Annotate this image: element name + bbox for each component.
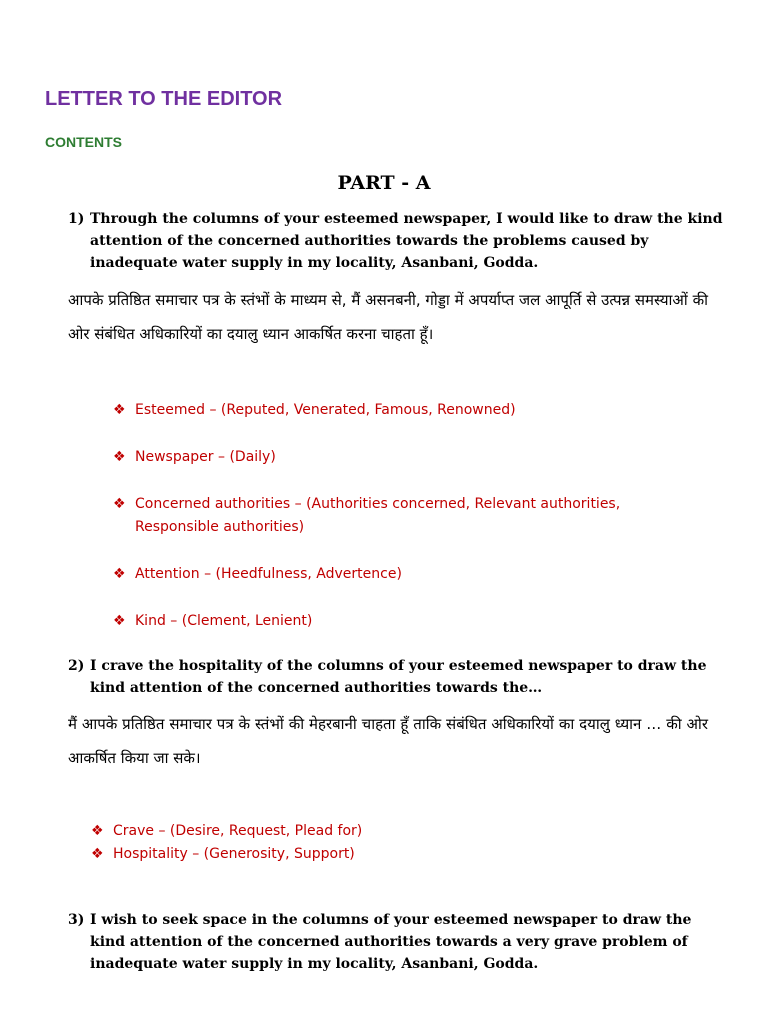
diamond-bullet-icon: ❖	[113, 449, 126, 465]
item-number: 2)	[68, 658, 85, 674]
vocab-item: ❖ Hospitality – (Generosity, Support)	[91, 843, 651, 866]
vocab-list-1	[113, 399, 673, 633]
numbered-item-1	[68, 208, 728, 274]
vocab-list-2	[91, 820, 651, 866]
diamond-bullet-icon: ❖	[113, 496, 126, 512]
vocab-item: ❖ Esteemed – (Reputed, Venerated, Famous, Renowned)	[113, 399, 673, 422]
vocab-item: ❖ Concerned authorities – (Authorities concerned, Relevant authorities, Responsible authorities)	[113, 493, 673, 539]
numbered-item-2	[68, 655, 728, 699]
part-heading: PART - A	[337, 172, 431, 194]
english-sentence: I wish to seek space in the columns of your esteemed newspaper to draw the kind attention of the concerned authorities towards a very grave problem of inadequate water supply in my locality, Asanbani, Godda.	[90, 912, 692, 972]
numbered-item-3	[68, 909, 728, 975]
vocab-item: ❖ Kind – (Clement, Lenient)	[113, 610, 673, 633]
diamond-bullet-icon: ❖	[91, 846, 104, 862]
vocab-item: ❖ Attention – (Heedfulness, Advertence)	[113, 563, 673, 586]
hindi-translation-1: आपके प्रतिष्ठित समाचार पत्र के स्तंभों के माध्यम से, मैं असनबनी, गोड्डा में अपर्याप्त जल आपूर्ति से उत्पन्न समस्याओं की ओर संबंधित अधिकारियों का दयालु ध्यान आकर्षित करना चाहता हूँ।	[68, 291, 708, 343]
page-title: LETTER TO THE EDITOR	[45, 88, 283, 110]
english-sentence: I crave the hospitality of the columns of your esteemed newspaper to draw the kind attention of the concerned authorities towards the…	[90, 658, 707, 696]
vocab-item: ❖ Newspaper – (Daily)	[113, 446, 673, 469]
hindi-translation-2: मैं आपके प्रतिष्ठित समाचार पत्र के स्तंभों की मेहरबानी चाहता हूँ ताकि संबंधित अधिकारियों का दयालु ध्यान … की ओर आकर्षित किया जा सके।	[68, 715, 708, 767]
item-number: 3)	[68, 912, 85, 928]
diamond-bullet-icon: ❖	[113, 566, 126, 582]
diamond-bullet-icon: ❖	[113, 613, 126, 629]
item-number: 1)	[68, 211, 85, 227]
vocab-item: ❖ Crave – (Desire, Request, Plead for)	[91, 820, 651, 843]
contents-heading: CONTENTS	[45, 134, 122, 150]
english-sentence: Through the columns of your esteemed newspaper, I would like to draw the kind attention of the concerned authorities towards the problems caused by inadequate water supply in my locality, Asanbani, Godda.	[90, 211, 723, 271]
diamond-bullet-icon: ❖	[113, 402, 126, 418]
diamond-bullet-icon: ❖	[91, 823, 104, 839]
